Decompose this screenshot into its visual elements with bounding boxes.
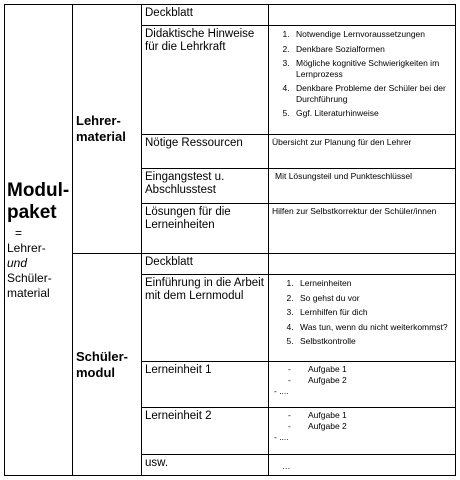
modulpaket-title-line-2: paket bbox=[7, 201, 57, 223]
lehrer-tests-label: Eingangstest u. Abschlusstest bbox=[145, 171, 225, 197]
list-item: - Aufgabe 2 bbox=[288, 375, 452, 386]
usw-content: … bbox=[282, 460, 291, 471]
lehrer-didaktik-label: Didaktische Hinweise für die Lehrkraft bbox=[145, 28, 255, 54]
lehrer-loesungen-label: Lösungen für die Lerneinheiten bbox=[145, 205, 231, 231]
modulpaket-line-1: Lehrer- bbox=[7, 240, 46, 255]
list-item: 4. Was tun, wenn du nicht weiterkommst? bbox=[296, 322, 452, 333]
list-item: 5. Selbstkontrolle bbox=[296, 336, 452, 347]
lehrermaterial-label-2: material bbox=[76, 129, 126, 145]
lehrer-ressourcen-content: Übersicht zur Planung für den Lehrer bbox=[272, 137, 412, 148]
modulpaket-line-4: material bbox=[7, 285, 50, 300]
lerneinheit-1-more: - .... bbox=[274, 385, 289, 396]
lehrer-deckblatt-label: Deckblatt bbox=[145, 7, 193, 19]
modulpaket-line-2: und bbox=[7, 255, 28, 270]
schuelermodul-label-2: modul bbox=[76, 364, 115, 380]
modulpaket-cell bbox=[5, 5, 73, 476]
einfuehrung-list bbox=[272, 278, 452, 347]
schueler-deckblatt-label: Deckblatt bbox=[145, 256, 193, 269]
list-item: 2. So gehst du vor bbox=[296, 293, 452, 304]
schueler-einfuehrung-label: Einführung in die Arbeit mit dem Lernmodul bbox=[145, 277, 264, 303]
modulpaket-title-line-1: Modul- bbox=[7, 179, 70, 201]
list-item: 1. Notwendige Lernvoraussetzungen bbox=[292, 29, 452, 40]
schuelermodul-label-1: Schüler- bbox=[76, 348, 129, 364]
schuelermodul-cell bbox=[73, 254, 142, 476]
list-item: - Aufgabe 1 bbox=[288, 364, 452, 375]
list-item: - Aufgabe 1 bbox=[288, 410, 452, 421]
lerneinheit-1-list bbox=[272, 364, 452, 386]
lehrer-ressourcen-label: Nötige Ressourcen bbox=[145, 137, 243, 150]
list-item: 2. Denkbare Sozialformen bbox=[292, 44, 452, 55]
modulpaket-line-3: Schüler- bbox=[7, 270, 52, 285]
usw-label: usw. bbox=[145, 456, 169, 469]
table-row bbox=[5, 5, 456, 26]
list-item: 3. Mögliche kognitive Schwierigkeiten im Lernprozess bbox=[292, 58, 452, 79]
lehrermaterial-cell bbox=[73, 5, 142, 254]
lehrermaterial-label-1: Lehrer- bbox=[76, 113, 121, 129]
lehrer-loesungen-content: Hilfen zur Selbstkorrektur der Schüler/innen bbox=[272, 205, 437, 216]
lerneinheit-2-more: - .... bbox=[274, 432, 289, 443]
list-item: 3. Lernhilfen für dich bbox=[296, 307, 452, 318]
lerneinheit-2-list bbox=[272, 410, 452, 432]
schueler-deckblatt-content bbox=[269, 254, 456, 275]
didaktik-list bbox=[272, 29, 452, 119]
lehrer-deckblatt-content bbox=[269, 5, 456, 26]
lerneinheit-1-label: Lerneinheit 1 bbox=[145, 363, 212, 376]
list-item: 4. Denkbare Probleme der Schüler bei der Durchführung bbox=[292, 83, 452, 104]
list-item: 1. Lerneinheiten bbox=[296, 278, 452, 289]
list-item: - Aufgabe 2 bbox=[288, 421, 452, 432]
lehrer-tests-content: Mit Lösungsteil und Punkteschlüssel bbox=[275, 171, 413, 182]
table-row bbox=[5, 254, 456, 275]
lerneinheit-2-label: Lerneinheit 2 bbox=[145, 410, 212, 423]
list-item: 5. Ggf. Literaturhinweise bbox=[292, 108, 452, 119]
modulpaket-equals: = bbox=[15, 225, 23, 240]
modulpaket-table bbox=[4, 4, 456, 476]
